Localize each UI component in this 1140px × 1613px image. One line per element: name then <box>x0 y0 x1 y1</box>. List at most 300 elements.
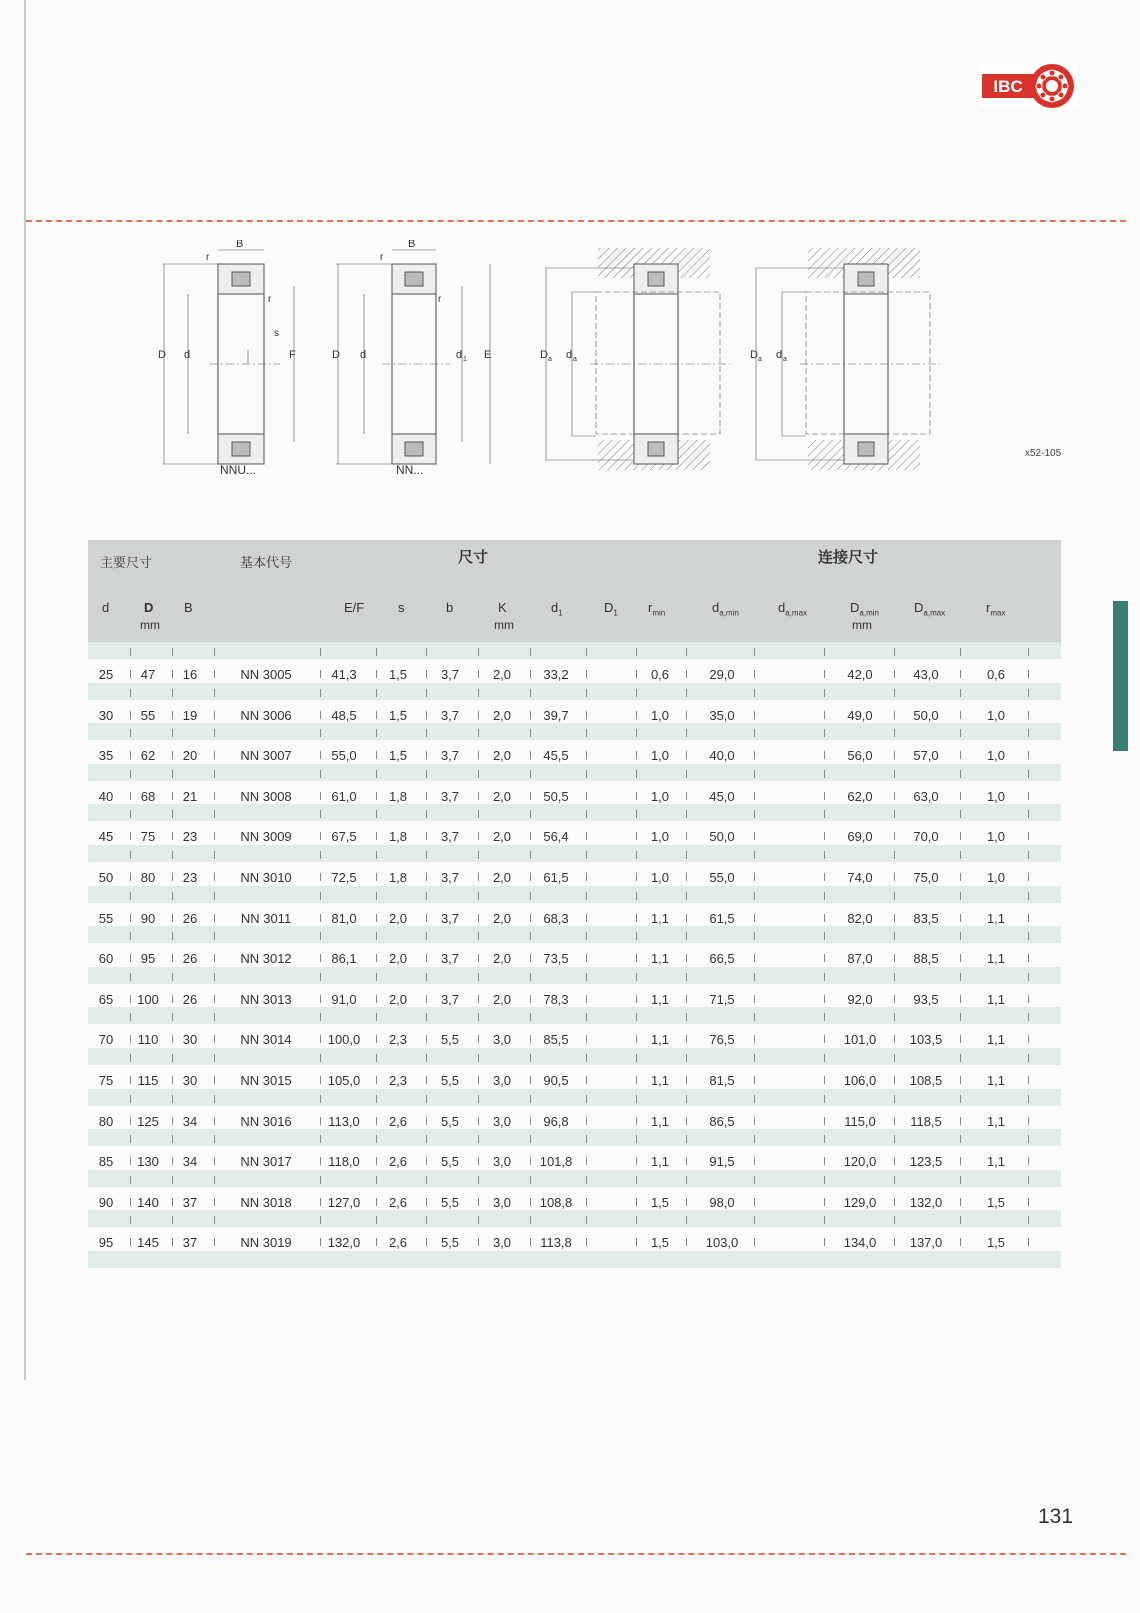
column-tick <box>686 1157 687 1165</box>
column-tick <box>530 1054 531 1062</box>
column-tick <box>894 810 895 818</box>
column-tick <box>478 1176 479 1184</box>
mounting-drawing-2 <box>750 248 940 470</box>
table-row <box>88 723 1061 764</box>
column-tick <box>530 851 531 859</box>
column-tick <box>214 973 215 981</box>
cell-B: 19 <box>182 707 198 723</box>
cell-Damax: 108,5 <box>909 1072 943 1088</box>
column-tick <box>894 1013 895 1021</box>
cell-rmin: 1,1 <box>650 1072 670 1088</box>
column-tick <box>686 792 687 800</box>
column-tick <box>824 648 825 656</box>
cell-B: 30 <box>182 1032 198 1048</box>
column-tick <box>1028 914 1029 922</box>
table-row <box>88 804 1061 845</box>
column-tick <box>636 973 637 981</box>
column-tick <box>426 892 427 900</box>
column-tick <box>754 1095 755 1103</box>
column-tick <box>214 995 215 1003</box>
cell-s: 2,6 <box>388 1235 408 1251</box>
column-tick <box>426 1216 427 1224</box>
column-tick <box>172 689 173 697</box>
column-tick <box>824 1013 825 1021</box>
column-tick <box>824 851 825 859</box>
column-tick <box>686 751 687 759</box>
column-tick <box>1028 932 1029 940</box>
table-row <box>88 683 1061 724</box>
column-tick <box>1028 792 1029 800</box>
column-tick <box>172 1216 173 1224</box>
column-tick <box>960 973 961 981</box>
column-tick <box>960 1035 961 1043</box>
column-tick <box>320 770 321 778</box>
cell-B: 23 <box>182 869 198 885</box>
column-tick <box>376 1095 377 1103</box>
column-tick <box>214 892 215 900</box>
cell-damin: 86,5 <box>709 1113 735 1129</box>
table-row <box>88 845 1061 886</box>
column-tick <box>960 932 961 940</box>
column-tick <box>1028 1054 1029 1062</box>
column-tick <box>376 1135 377 1143</box>
cell-damin: 66,5 <box>709 951 735 967</box>
cell-s: 2,0 <box>388 910 408 926</box>
column-tick <box>960 751 961 759</box>
column-tick <box>824 1157 825 1165</box>
col-Damax: $D_{a,max}$ <box>914 600 946 618</box>
column-tick <box>214 1198 215 1206</box>
column-tick <box>478 729 479 737</box>
column-tick <box>530 1095 531 1103</box>
column-tick <box>824 1117 825 1125</box>
cell-k: 2,0 <box>492 667 512 682</box>
column-tick <box>824 914 825 922</box>
cell-code: NN 3018 <box>240 1194 292 1210</box>
column-tick <box>960 892 961 900</box>
col-s: s <box>398 600 405 615</box>
cell-Damax: 70,0 <box>913 829 939 845</box>
cell-Damin: 120,0 <box>843 1154 877 1170</box>
cell-b: 5,5 <box>440 1032 460 1048</box>
cell-s: 2,6 <box>388 1154 408 1170</box>
cell-d: 90 <box>98 1194 114 1210</box>
col-b: b <box>446 600 454 615</box>
cell-B: 37 <box>182 1194 198 1210</box>
column-tick <box>530 810 531 818</box>
column-tick <box>586 1054 587 1062</box>
column-tick <box>586 995 587 1003</box>
column-tick <box>530 973 531 981</box>
cell-Damax: 132,0 <box>909 1194 943 1210</box>
column-tick <box>894 729 895 737</box>
column-tick <box>214 711 215 719</box>
column-tick <box>586 973 587 981</box>
cell-d1: 113,8 <box>540 1235 572 1251</box>
cell-D: 75 <box>140 829 156 845</box>
label-nn: NN... <box>396 463 424 477</box>
dim-bore-d: d <box>184 349 191 361</box>
cell-code: NN 3015 <box>240 1072 292 1088</box>
column-tick <box>686 832 687 840</box>
column-tick <box>894 914 895 922</box>
column-tick <box>754 729 755 737</box>
cell-s: 2,6 <box>388 1113 408 1129</box>
col-d1: $d_1$ <box>551 600 563 618</box>
column-tick <box>754 1157 755 1165</box>
column-tick <box>1028 689 1029 697</box>
column-tick <box>214 1035 215 1043</box>
column-tick <box>754 932 755 940</box>
column-tick <box>586 711 587 719</box>
row-band <box>88 926 1061 943</box>
section-tab-marker <box>1113 601 1128 751</box>
cell-rmax: 0,6 <box>986 667 1006 682</box>
column-tick <box>636 932 637 940</box>
column-tick <box>894 851 895 859</box>
cell-ef: 127,0 <box>327 1194 361 1210</box>
cell-d: 80 <box>98 1113 114 1129</box>
column-tick <box>214 1216 215 1224</box>
cell-b: 3,7 <box>440 991 460 1007</box>
column-tick <box>172 1135 173 1143</box>
column-tick <box>1028 1198 1029 1206</box>
cell-d1: 85,5 <box>543 1032 569 1048</box>
column-tick <box>894 689 895 697</box>
column-tick <box>754 892 755 900</box>
cell-b: 5,5 <box>440 1194 460 1210</box>
column-tick <box>586 1013 587 1021</box>
cell-rmax: 1,0 <box>986 748 1006 764</box>
column-tick <box>824 751 825 759</box>
column-tick <box>754 770 755 778</box>
cell-D: 95 <box>140 951 156 967</box>
column-tick <box>894 770 895 778</box>
cell-damin: 29,0 <box>709 667 735 682</box>
column-tick <box>130 1216 131 1224</box>
cell-b: 3,7 <box>440 707 460 723</box>
column-tick <box>530 1013 531 1021</box>
column-tick <box>960 1076 961 1084</box>
row-band <box>88 683 1061 700</box>
column-tick <box>530 892 531 900</box>
column-tick <box>754 648 755 656</box>
group-main-dims: 主要尺寸 <box>100 555 153 570</box>
cell-d: 40 <box>98 788 114 804</box>
column-tick <box>636 1095 637 1103</box>
dim-bore-d-2: d <box>360 349 367 361</box>
column-tick <box>824 1035 825 1043</box>
column-tick <box>894 1157 895 1165</box>
row-band <box>88 886 1061 903</box>
cell-damin: 91,5 <box>709 1154 735 1170</box>
column-tick <box>686 711 687 719</box>
column-tick <box>214 1054 215 1062</box>
column-tick <box>478 892 479 900</box>
column-tick <box>214 810 215 818</box>
column-tick <box>478 689 479 697</box>
column-tick <box>172 1095 173 1103</box>
cell-b: 3,7 <box>440 788 460 804</box>
table-row <box>88 642 1061 683</box>
column-tick <box>130 1013 131 1021</box>
column-tick <box>214 1176 215 1184</box>
column-tick <box>214 1135 215 1143</box>
cell-Damax: 43,0 <box>913 667 939 682</box>
column-tick <box>586 1176 587 1184</box>
column-tick <box>586 689 587 697</box>
cell-ef: 118,0 <box>328 1154 360 1170</box>
column-tick <box>376 1216 377 1224</box>
cell-ef: 72,5 <box>331 869 357 885</box>
column-tick <box>426 932 427 940</box>
cell-d1: 101,8 <box>539 1154 573 1170</box>
column-tick <box>172 1054 173 1062</box>
cell-code: NN 3012 <box>240 951 292 967</box>
column-tick <box>894 1035 895 1043</box>
cell-d: 60 <box>98 951 114 967</box>
column-tick <box>586 873 587 881</box>
column-tick <box>754 954 755 962</box>
column-tick <box>960 792 961 800</box>
cell-ef: 86,1 <box>331 951 357 967</box>
column-tick <box>1028 1035 1029 1043</box>
column-tick <box>320 810 321 818</box>
cell-d1: 50,5 <box>543 788 569 804</box>
column-tick <box>172 810 173 818</box>
column-tick <box>960 995 961 1003</box>
cell-B: 34 <box>182 1154 198 1170</box>
cell-B: 26 <box>182 991 198 1007</box>
column-tick <box>894 832 895 840</box>
column-tick <box>754 995 755 1003</box>
cell-d: 35 <box>98 748 114 764</box>
column-tick <box>214 689 215 697</box>
cell-ef: 91,0 <box>331 991 357 1007</box>
column-tick <box>376 851 377 859</box>
column-tick <box>636 851 637 859</box>
column-tick <box>894 1054 895 1062</box>
cell-code: NN 3011 <box>240 910 292 926</box>
cell-s: 2,0 <box>388 951 408 967</box>
column-tick <box>478 1013 479 1021</box>
column-tick <box>636 770 637 778</box>
dim-da-inner: d <box>566 349 573 361</box>
cell-ef: 48,5 <box>331 707 357 723</box>
column-tick <box>894 1076 895 1084</box>
cell-rmin: 1,0 <box>650 748 670 764</box>
column-tick <box>172 1013 173 1021</box>
cell-Damax: 118,5 <box>910 1113 942 1129</box>
column-tick <box>686 770 687 778</box>
cell-ef: 67,5 <box>331 829 357 845</box>
cell-d: 70 <box>98 1032 114 1048</box>
cell-k: 2,0 <box>492 707 512 723</box>
column-tick <box>686 729 687 737</box>
column-tick <box>754 851 755 859</box>
cell-code: NN 3006 <box>240 707 292 723</box>
cell-rmin: 0,6 <box>650 667 670 682</box>
column-tick <box>1028 1176 1029 1184</box>
cell-B: 37 <box>182 1235 198 1251</box>
cell-k: 2,0 <box>492 829 512 845</box>
column-tick <box>172 1176 173 1184</box>
column-tick <box>960 1238 961 1246</box>
column-tick <box>172 932 173 940</box>
column-tick <box>754 1054 755 1062</box>
column-tick <box>530 770 531 778</box>
column-tick <box>636 729 637 737</box>
column-tick <box>172 729 173 737</box>
column-tick <box>686 1054 687 1062</box>
column-tick <box>894 648 895 656</box>
row-band <box>88 764 1061 781</box>
dim-da-outer-2-sub: a <box>758 356 762 363</box>
column-tick <box>960 1176 961 1184</box>
table-row <box>88 1170 1061 1211</box>
cell-D: 68 <box>140 788 156 804</box>
cell-s: 1,5 <box>388 748 408 764</box>
column-tick <box>130 1054 131 1062</box>
cell-damin: 45,0 <box>709 788 735 804</box>
column-tick <box>320 851 321 859</box>
column-tick <box>754 1013 755 1021</box>
column-tick <box>586 1198 587 1206</box>
column-tick <box>754 689 755 697</box>
column-tick <box>894 670 895 678</box>
cell-Damin: 129,0 <box>843 1194 877 1210</box>
cell-d1: 68,3 <box>543 910 569 926</box>
cell-d1: 39,7 <box>543 707 569 723</box>
column-tick <box>824 954 825 962</box>
column-tick <box>824 1216 825 1224</box>
col-rmin: $r_{min}$ <box>648 600 666 618</box>
cell-D: 47 <box>140 667 156 682</box>
cell-D: 110 <box>137 1032 159 1048</box>
column-tick <box>1028 1238 1029 1246</box>
column-tick <box>686 1176 687 1184</box>
column-tick <box>894 1238 895 1246</box>
column-tick <box>320 689 321 697</box>
table-header <box>88 540 1061 642</box>
column-tick <box>960 832 961 840</box>
column-tick <box>960 670 961 678</box>
column-tick <box>686 1198 687 1206</box>
row-band <box>88 1089 1061 1106</box>
row-band <box>88 1170 1061 1187</box>
cell-d1: 108,8 <box>539 1194 573 1210</box>
cell-d: 85 <box>98 1154 114 1170</box>
column-tick <box>376 892 377 900</box>
column-tick <box>530 648 531 656</box>
column-tick <box>214 770 215 778</box>
column-tick <box>586 914 587 922</box>
column-tick <box>586 1117 587 1125</box>
column-tick <box>478 932 479 940</box>
table-row <box>88 886 1061 927</box>
column-tick <box>130 810 131 818</box>
cell-rmin: 1,1 <box>650 991 670 1007</box>
cell-Damin: 115,0 <box>844 1113 876 1129</box>
column-tick <box>530 1176 531 1184</box>
cell-code: NN 3019 <box>240 1235 292 1251</box>
column-tick <box>1028 973 1029 981</box>
cell-s: 1,8 <box>388 788 408 804</box>
col-k: K <box>498 600 507 615</box>
cell-Damax: 88,5 <box>913 951 939 967</box>
column-tick <box>1028 1135 1029 1143</box>
column-tick <box>320 1095 321 1103</box>
dim-da-outer: D <box>540 349 548 361</box>
column-tick <box>824 1238 825 1246</box>
cell-rmin: 1,5 <box>650 1235 670 1251</box>
column-tick <box>130 729 131 737</box>
cell-k: 3,0 <box>492 1113 512 1129</box>
column-tick <box>214 751 215 759</box>
column-tick <box>130 770 131 778</box>
column-tick <box>636 648 637 656</box>
column-tick <box>824 792 825 800</box>
column-tick <box>960 810 961 818</box>
column-tick <box>376 973 377 981</box>
column-tick <box>686 1035 687 1043</box>
cell-d: 45 <box>98 829 114 845</box>
cell-Damin: 106,0 <box>843 1072 877 1088</box>
dim-outer-d-2: D <box>332 349 340 361</box>
cell-Damin: 101,0 <box>843 1032 877 1048</box>
column-tick <box>426 729 427 737</box>
row-band <box>88 967 1061 984</box>
column-tick <box>320 932 321 940</box>
column-tick <box>686 1117 687 1125</box>
column-tick <box>1028 1157 1029 1165</box>
column-tick <box>824 832 825 840</box>
cell-D: 90 <box>140 910 156 926</box>
column-tick <box>754 711 755 719</box>
column-tick <box>172 973 173 981</box>
group-designation: 基本代号 <box>240 555 293 570</box>
column-tick <box>320 892 321 900</box>
cell-rmin: 1,0 <box>650 829 670 845</box>
column-tick <box>172 648 173 656</box>
column-tick <box>214 1013 215 1021</box>
cell-rmin: 1,5 <box>650 1194 670 1210</box>
column-tick <box>426 1054 427 1062</box>
cell-rmin: 1,1 <box>650 1113 670 1129</box>
dim-s: s <box>274 328 279 339</box>
cell-rmax: 1,1 <box>986 1154 1006 1170</box>
cell-s: 1,5 <box>388 707 408 723</box>
column-tick <box>754 792 755 800</box>
column-tick <box>754 670 755 678</box>
cell-D: 130 <box>137 1154 159 1170</box>
column-tick <box>686 995 687 1003</box>
column-tick <box>214 932 215 940</box>
cell-b: 5,5 <box>440 1072 460 1088</box>
column-tick <box>172 892 173 900</box>
column-tick <box>894 1095 895 1103</box>
cell-damin: 55,0 <box>709 869 735 885</box>
column-tick <box>754 751 755 759</box>
column-tick <box>530 729 531 737</box>
cell-s: 1,8 <box>388 869 408 885</box>
col-outer-d: D <box>144 600 154 615</box>
column-tick <box>586 1216 587 1224</box>
column-tick <box>214 954 215 962</box>
column-tick <box>754 914 755 922</box>
column-tick <box>1028 1095 1029 1103</box>
column-tick <box>586 751 587 759</box>
